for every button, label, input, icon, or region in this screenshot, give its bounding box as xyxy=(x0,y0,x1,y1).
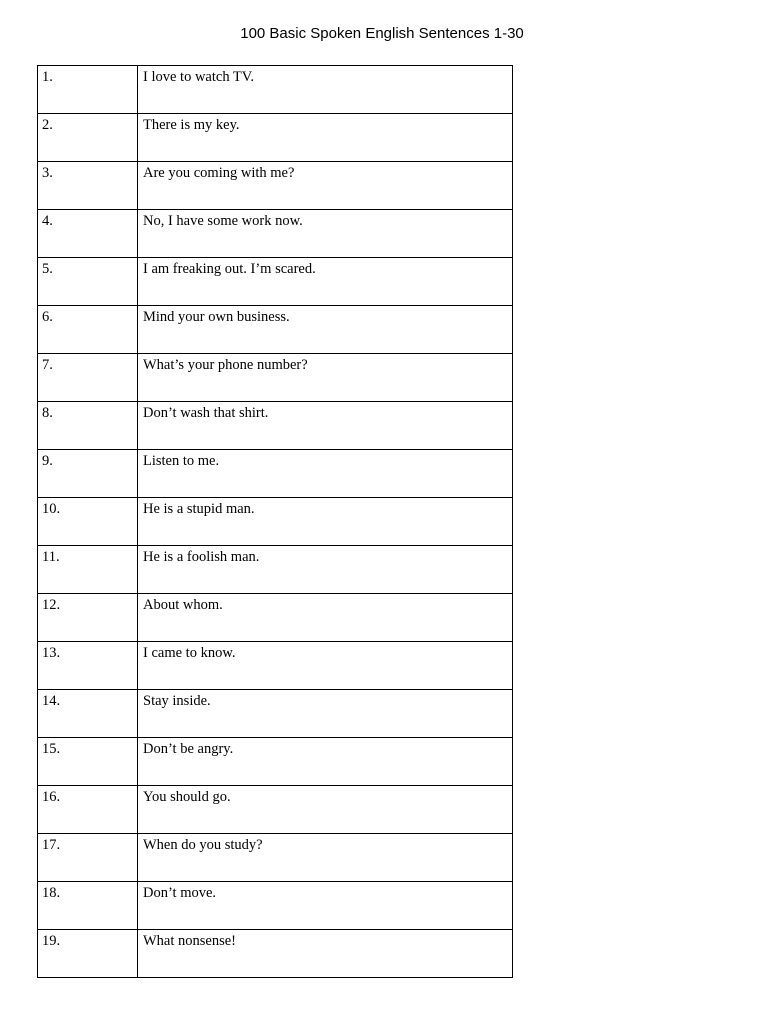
sentence-text: I came to know. xyxy=(138,642,513,690)
sentence-text: Don’t be angry. xyxy=(138,738,513,786)
sentence-number: 10. xyxy=(38,498,138,546)
sentence-number: 12. xyxy=(38,594,138,642)
sentence-number: 8. xyxy=(38,402,138,450)
sentence-number: 14. xyxy=(38,690,138,738)
sentence-text: Are you coming with me? xyxy=(138,162,513,210)
sentence-table xyxy=(37,65,513,978)
table-row xyxy=(38,258,513,306)
sentence-number: 17. xyxy=(38,834,138,882)
sentence-number: 15. xyxy=(38,738,138,786)
table-row xyxy=(38,498,513,546)
table-row xyxy=(38,786,513,834)
table-row xyxy=(38,354,513,402)
sentence-text: About whom. xyxy=(138,594,513,642)
sentence-text: What nonsense! xyxy=(138,930,513,978)
sentence-table-body xyxy=(38,66,513,978)
sentence-text: He is a foolish man. xyxy=(138,546,513,594)
table-row xyxy=(38,114,513,162)
table-row xyxy=(38,210,513,258)
sentence-number: 16. xyxy=(38,786,138,834)
sentence-text: I am freaking out. I’m scared. xyxy=(138,258,513,306)
table-row xyxy=(38,738,513,786)
sentence-number: 1. xyxy=(38,66,138,114)
table-row xyxy=(38,690,513,738)
sentence-text: No, I have some work now. xyxy=(138,210,513,258)
sentence-number: 3. xyxy=(38,162,138,210)
sentence-text: Mind your own business. xyxy=(138,306,513,354)
sentence-number: 5. xyxy=(38,258,138,306)
table-row xyxy=(38,594,513,642)
sentence-number: 11. xyxy=(38,546,138,594)
table-row xyxy=(38,402,513,450)
table-row xyxy=(38,306,513,354)
sentence-number: 18. xyxy=(38,882,138,930)
sentence-number: 19. xyxy=(38,930,138,978)
sentence-text: He is a stupid man. xyxy=(138,498,513,546)
table-row xyxy=(38,642,513,690)
sentence-number: 6. xyxy=(38,306,138,354)
sentence-text: Listen to me. xyxy=(138,450,513,498)
sentence-number: 4. xyxy=(38,210,138,258)
sentence-text: There is my key. xyxy=(138,114,513,162)
table-row xyxy=(38,162,513,210)
sentence-number: 2. xyxy=(38,114,138,162)
page-title: 100 Basic Spoken English Sentences 1-30 xyxy=(240,25,524,42)
table-row xyxy=(38,930,513,978)
sentence-text: I love to watch TV. xyxy=(138,66,513,114)
table-row xyxy=(38,834,513,882)
table-row xyxy=(38,882,513,930)
table-row xyxy=(38,66,513,114)
sentence-number: 9. xyxy=(38,450,138,498)
sentence-text: What’s your phone number? xyxy=(138,354,513,402)
sentence-text: Don’t wash that shirt. xyxy=(138,402,513,450)
sentence-number: 7. xyxy=(38,354,138,402)
sentence-text: Don’t move. xyxy=(138,882,513,930)
sentence-text: When do you study? xyxy=(138,834,513,882)
sentence-text: Stay inside. xyxy=(138,690,513,738)
table-row xyxy=(38,450,513,498)
table-row xyxy=(38,546,513,594)
sentence-text: You should go. xyxy=(138,786,513,834)
sentence-number: 13. xyxy=(38,642,138,690)
